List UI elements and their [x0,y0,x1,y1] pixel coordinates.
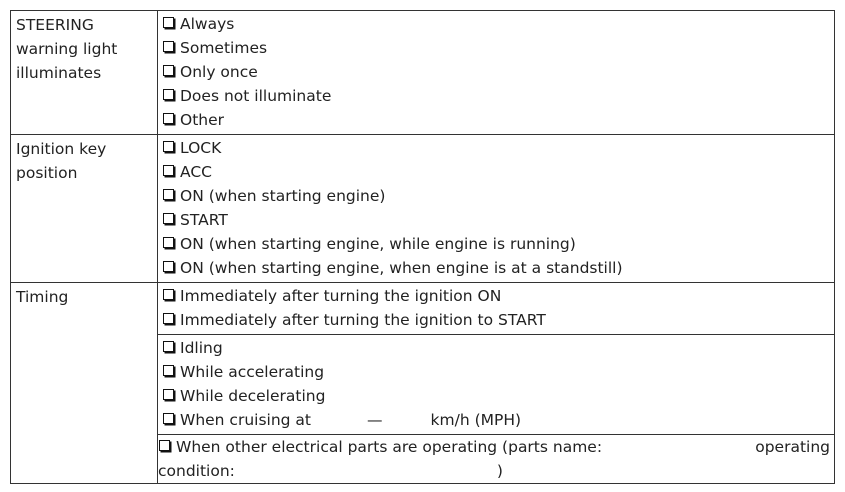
option-label: While decelerating [180,387,326,405]
checkbox[interactable] [163,165,174,176]
option-label: Immediately after turning the ignition to START [180,311,546,329]
option-label: Idling [180,339,223,357]
option-accelerating[interactable] [162,360,834,384]
row-label [11,11,158,135]
option-label: ON (when starting engine, when engine is at a standstill) [180,259,623,277]
option-label: START [180,211,228,229]
option-sometimes[interactable] [162,36,834,60]
label-line: illuminates [16,64,102,82]
checkbox[interactable] [163,261,174,272]
checkbox[interactable] [163,41,174,52]
symptom-table [10,10,835,484]
closing-paren: ) [496,462,503,480]
operating-condition-line [158,459,830,483]
option-label: Only once [180,63,258,81]
option-after-ignition-on[interactable] [162,284,834,308]
option-on-starting[interactable] [162,184,834,208]
option-label: ON (when starting engine) [180,187,386,205]
option-label: Sometimes [180,39,268,57]
option-label: When cruising at [180,411,312,429]
checkbox[interactable] [163,237,174,248]
option-group [158,11,834,134]
checkbox[interactable] [163,113,174,124]
option-label-continued: operating [755,438,830,456]
row-timing [11,283,835,484]
checkbox[interactable] [159,440,170,451]
option-idling[interactable] [162,336,834,360]
row-ignition-key [11,135,835,283]
checkbox[interactable] [163,141,174,152]
checkbox[interactable] [163,341,174,352]
option-label: LOCK [180,139,222,157]
checkbox[interactable] [163,213,174,224]
label-line: position [16,164,78,182]
option-group [158,434,834,483]
condition-label: condition: [158,462,235,480]
checkbox[interactable] [163,189,174,200]
checkbox[interactable] [163,65,174,76]
range-dash: — [367,411,383,429]
checkbox[interactable] [163,413,174,424]
options-cell [158,135,835,283]
diagnosis-sheet [10,10,834,484]
checkbox[interactable] [163,89,174,100]
options-cell [158,11,835,135]
option-after-ignition-start[interactable] [162,308,834,332]
option-label: Does not illuminate [180,87,332,105]
row-warning-light [11,11,835,135]
option-label: Other [180,111,225,129]
option-on-engine-standstill[interactable] [162,256,834,280]
checkbox[interactable] [163,17,174,28]
option-only-once[interactable] [162,60,834,84]
option-start[interactable] [162,208,834,232]
option-on-engine-running[interactable] [162,232,834,256]
option-label: Always [180,15,235,33]
checkbox[interactable] [163,289,174,300]
option-group [158,135,834,282]
speed-unit: km/h (MPH) [430,411,522,429]
label-line: Timing [16,288,69,306]
checkbox[interactable] [163,389,174,400]
option-cruising[interactable] [162,408,834,432]
option-acc[interactable] [162,160,834,184]
options-cell [158,283,835,484]
option-label: While accelerating [180,363,325,381]
option-electrical-parts[interactable] [158,435,830,459]
checkbox[interactable] [163,313,174,324]
option-label: ACC [180,163,212,181]
label-line: STEERING [16,16,94,34]
row-label [11,135,158,283]
option-does-not-illuminate[interactable] [162,84,834,108]
option-label: When other electrical parts are operating (parts name: [176,438,603,456]
option-group [158,283,834,334]
option-group [158,334,834,434]
checkbox[interactable] [163,365,174,376]
row-label [11,283,158,484]
option-label: ON (when starting engine, while engine is running) [180,235,576,253]
option-decelerating[interactable] [162,384,834,408]
option-other[interactable] [162,108,834,132]
option-always[interactable] [162,12,834,36]
option-lock[interactable] [162,136,834,160]
label-line: Ignition key [16,140,107,158]
option-label: Immediately after turning the ignition ON [180,287,502,305]
label-line: warning light [16,40,118,58]
